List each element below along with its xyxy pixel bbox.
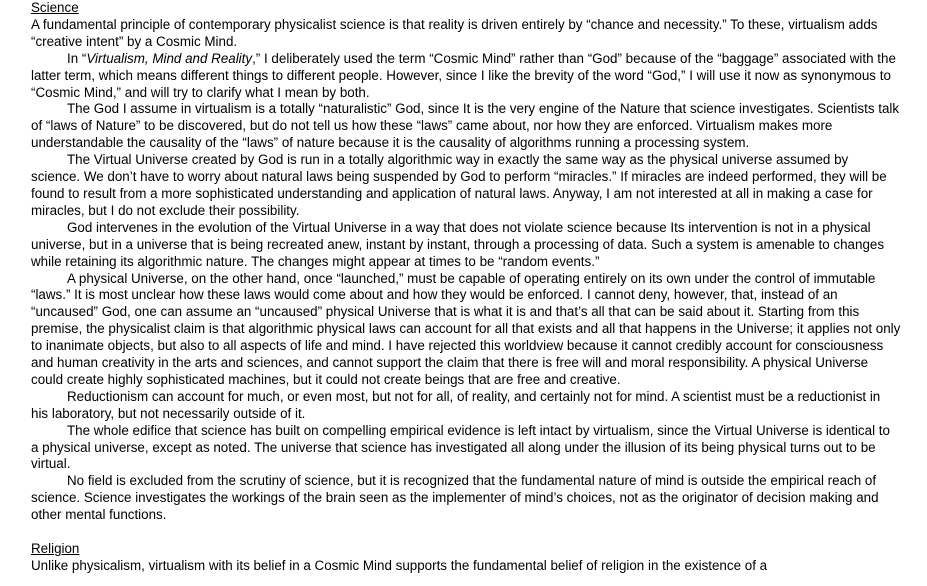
paragraph-science-2-lead: In “: [67, 50, 87, 66]
section-spacer: [31, 524, 901, 541]
section-heading-religion: Religion: [31, 541, 80, 557]
paragraph-science-4: The Virtual Universe created by God is run in a totally algorithmic way in exactly the same way as the physical universe assumed by science. We don’t have to worry about natural laws being suspended by God to perform “miracles.” If miracles are indeed performed, they will be found to result from a more sophisticated understanding and application of natural laws. Anyway, I am not interested at all in making a case for miracles, but I do not exclude their possibility.: [31, 152, 887, 218]
paragraph-science-1: A fundamental principle of contemporary physicalist science is that reality is driven entirely by “chance and necessity.” To these, virtualism adds “creative intent” by a Cosmic Mind.: [31, 16, 878, 49]
book-title: Virtualism, Mind and Reality: [86, 50, 253, 66]
paragraph-science-7: Reductionism can account for much, or even most, but not for all, of reality, and certainly not for mind. A scientist must be a reductionist in his laboratory, but not necessarily outside of it.: [31, 388, 881, 421]
paragraph-science-3: The God I assume in virtualism is a totally “naturalistic” God, since It is the very engine of the Nature that science investigates. Scientists talk of “laws of Nature” to be discovered, but do not tell us how these “laws” came about, nor how they are enforced. Virtualism makes more understandable the causality of the “laws” of nature because it is the causality of algorithms running a processing system.: [31, 101, 900, 151]
paragraph-science-9: No field is excluded from the scrutiny of science, but it is recognized that the fundamental nature of mind is outside the empirical reach of science. Science investigates the workings of the brain seen as the implementer of mind’s choices, not as the originator of decision making and other mental functions.: [31, 473, 879, 523]
section-heading-science: Science: [31, 0, 79, 15]
document-page: [31, 0, 901, 575]
paragraph-science-8: The whole edifice that science has built on compelling empirical evidence is left intact by virtualism, since the Virtual Universe is identical to a physical universe, except as noted. The universe that science has investigated all along under the illusion of its being physical turns out to be virtual.: [31, 422, 890, 472]
paragraph-science-2-body: ,” I deliberately used the term “Cosmic Mind” rather than “God” because of the “baggage” associated with the latter term, which means different things to different people. However, since I like the brevity of the word “God,” I will use it now as synonymous to “Cosmic Mind,” and will try to clarify what I mean by both.: [31, 50, 896, 100]
paragraph-religion-1: Unlike physicalism, virtualism with its belief in a Cosmic Mind supports the fundamental belief of religion in the existence of a: [31, 558, 768, 573]
paragraph-science-2: [31, 51, 901, 102]
paragraph-science-5: God intervenes in the evolution of the Virtual Universe in a way that does not violate science because Its intervention is not in a physical universe, but in a universe that is being recreated anew, instant by instant, through a processing of data. Such a system is amenable to changes while retaining its algorithmic nature. The changes might appear at times to be “random events.”: [31, 219, 885, 269]
paragraph-science-6: A physical Universe, on the other hand, once “launched,” must be capable of operating entirely on its own under the control of immutable “laws.” It is most unclear how these laws would come about and how they would be enforced. I cannot deny, however, that, instead of an “uncaused” God, one can assume an “uncaused” physical Universe that is what it is and that’s all that can be said about it. Starting from this premise, the physicalist claim is that algorithmic physical laws can account for all that exists and all that happens in the Universe; it applies not only to inanimate objects, but also to all aspects of life and mind. I have rejected this worldview because it cannot credibly account for consciousness and human creativity in the arts and sciences, and cannot support the claim that there is free will and moral responsibility. A physical Universe could create highly sophisticated machines, but it could not create beings that are free and creative.: [31, 270, 901, 387]
